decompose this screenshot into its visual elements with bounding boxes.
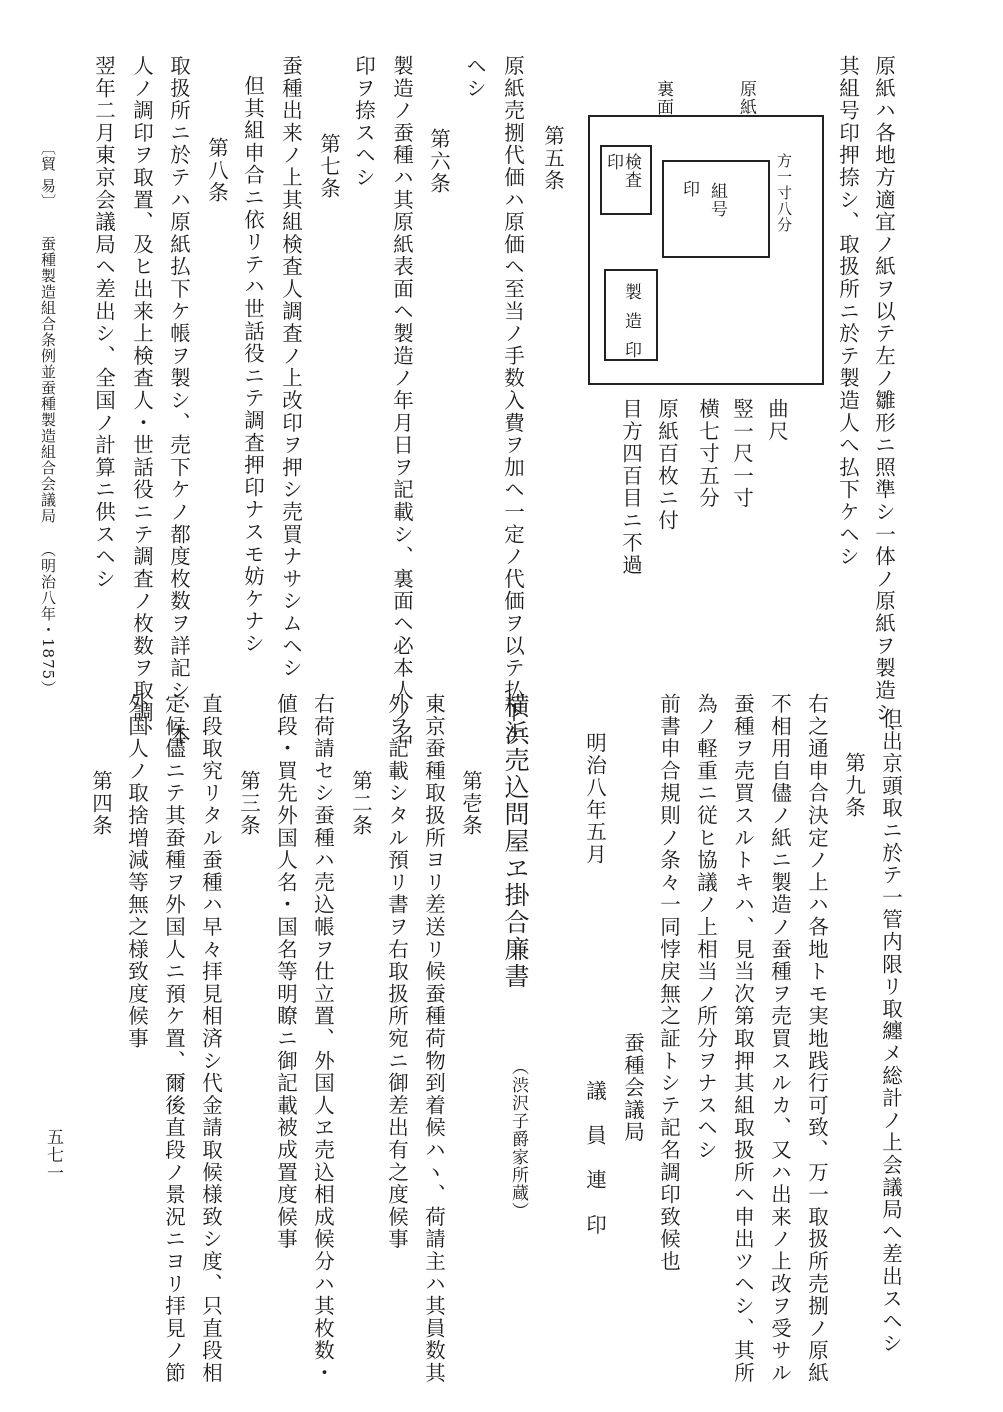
seizo-stamp-box [604,269,658,370]
clause3-title: 第三条 [236,770,261,837]
article5-line-1: 原紙売捌代価ハ原価ヘ至当ノ手数入費ヲ加ヘ一定ノ代価ヲ以テ払下ケ [500,55,525,747]
clause4-title: 第四条 [88,770,113,837]
article8-line-3: 翌年二月東京会議局ヘ差出シ、全国ノ計算ニ供スヘシ [91,55,116,591]
article8-line-2: 人ノ調印ヲ取置、及ヒ出来上検査人・世話役ニテ調査ノ枚数ヲ取調、 [129,55,154,747]
source-note: （渋沢子爵家所蔵） [508,1058,528,1220]
kensa-stamp-box [600,145,652,215]
article7-line-2: 但其組申合ニ依リテハ世話役ニテ調査押印ナスモ妨ケナシ [240,75,265,655]
footer-date: （明治八年・1875） [39,542,57,697]
clause3-line-2: 定候儘ニテ其蚕種ヲ外国人ニ預ケ置、爾後直段ノ景況ニヨリ拝見ノ節 [161,693,186,1385]
article5-line-2: ヘシ [462,55,487,100]
document-title: 横浜売込問屋ヱ掛合廉書 [501,693,530,990]
clause2-line-1: 右荷請セシ蚕種ハ売込帳ヲ仕立置、外国人ヱ売込相成候分ハ其枚数・ [310,693,335,1385]
article7-title: 第七条 [316,133,341,200]
clause3-line-3: 外国人ノ取捨増減等無之様致度候事 [124,693,149,1050]
stamp-size-note: 方一寸八分 [775,153,793,233]
article9-line-1: 右之通申合決定ノ上ハ各地トモ実地践行可致、万一取扱所売捌ノ原紙 [804,693,829,1385]
page-number: 五七一 [43,1128,63,1182]
document-date: 明治八年五月 [582,732,607,866]
footer-title: 蚕種製造組合条例並蚕種製造組合会議局 [39,236,57,524]
article9-line-3: 蚕種ヲ売買スルトキハ、見当次第取押其組取扱所ヘ申出ツヘシ、其所 [730,693,755,1385]
footer-category: 〔貿 易〕 [39,140,57,210]
intro-line-2: 其組号印押捺シ、取扱所ニ於テ製造人へ払下ケヘシ [835,55,860,568]
article9-line-4: 為ノ軽重ニ従ヒ協議ノ上相当ノ所分ヲナスヘシ [693,693,718,1162]
article8-line-1: 取扱所ニ於テハ原紙払下ケ帳ヲ製シ、売下ケノ都度枚数ヲ詳記シ、本 [166,55,191,747]
article9-title: 第九条 [841,752,866,819]
kensa-label: 検査 [621,153,641,189]
spec-width: 横七寸五分 [695,398,720,510]
clause1-line-2: 外ヲ記載シタル預リ書ヲ右取扱所宛ニ御差出有之度候事 [384,693,409,1251]
signatories: 議 員 連 印 [582,1080,607,1237]
spec-per-100: 原紙百枚ニ付 [654,398,679,532]
article6-line-2: 印ヲ捺スヘシ [351,55,376,189]
intro-line-1: 原紙ハ各地方適宜ノ紙ヲ以テ左ノ雛形ニ照準シ一体ノ原紙ヲ製造シ、 [871,55,896,747]
kumigo-in-label: 印 [679,180,699,198]
seizo-label: 製造印 [621,283,641,370]
article6-line-1: 製造ノ蚕種ハ其原紙表面ヘ製造ノ年月日ヲ記載シ、裏面ヘ必本人ノ名 [389,55,414,747]
article8-title: 第八条 [204,137,229,204]
spec-height: 竪一尺一寸 [729,398,754,510]
article9-line-2: 不相用自儘ノ紙ニ製造ノ蚕種ヲ売買スルカ、又ハ出来ノ上改ヲ受サル [767,693,792,1385]
paper-template-diagram [588,115,824,385]
diagram-label-genshi: 原紙 [736,80,756,116]
diagram-label-urazura: 裏面 [653,80,673,116]
clause3-line-1: 直段取究リタル蚕種ハ早々拝見相済シ代金請取候様致シ度、只直段相 [198,693,223,1385]
article5-title: 第五条 [540,125,565,192]
spec-kanejaku: 曲尺 [764,398,789,443]
article7-line-1: 蚕種出来ノ上其組検査人調査ノ上改印ヲ押シ売買ナサシムヘシ [278,55,303,680]
kumigo-label: 組号 [707,182,727,218]
article9-line-5: 前書申合規則ノ条々一同悖戻無之証トシテ記名調印致候也 [656,693,681,1273]
proviso-line: 但出京頭取ニ於テ一管内限リ取纏メ総計ノ上会議局へ差出スヘシ [878,708,903,1355]
spec-weight: 目方四百目ニ不過 [618,398,643,577]
article6-title: 第六条 [426,128,451,195]
kensa-in-label: 印 [603,153,623,171]
organization-name: 蚕種会議局 [620,1032,645,1144]
kumigo-stamp-box [662,160,770,258]
clause1-title: 第壱条 [458,770,483,837]
clause2-title: 第二条 [348,770,373,837]
clause1-line-1: 東京蚕種取扱所ヨリ差送リ候蚕種荷物到着候ハヽ、荷請主ハ其員数其 [421,693,446,1385]
clause2-line-2: 値段・買先外国人名・国名等明瞭ニ御記載被成置度候事 [273,693,298,1251]
